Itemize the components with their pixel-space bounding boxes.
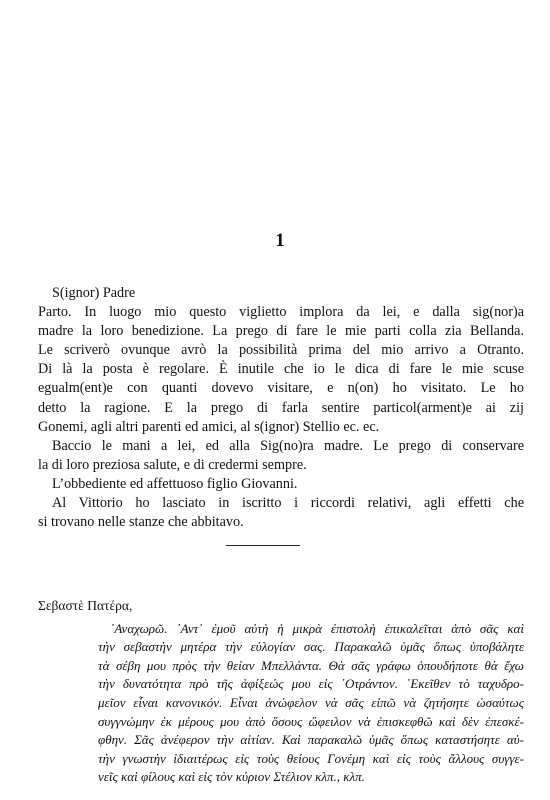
italian-line: Le scriverò ovunque avrò la possibilità prima del mio arrivo a Otranto.	[38, 342, 524, 359]
italian-line: detto la ragione. E la prego di farla sentire particol(arment)e ai zij	[38, 399, 524, 416]
italian-letter	[38, 284, 524, 532]
italian-line: madre la loro benedizione. La prego di fare le mie parti colla zia Bellanda.	[38, 323, 524, 340]
section-divider	[226, 545, 300, 546]
italian-line: si trovano nelle stanze che abbitavo.	[38, 514, 244, 531]
italian-line: Di là la posta è regolare. È inutile che io le dica di fare le mie scuse	[38, 361, 524, 378]
greek-line: φθην. Σᾶς ἀνέφερον τὴν αἰτίαν. Καὶ παρακαλῶ ὑμᾶς ὅπως καταστήσητε αὐ-	[98, 732, 524, 748]
greek-line: νεῖς καὶ φίλους καὶ εἰς τὸν κύριον Στέλιον κλπ., κλπ.	[98, 769, 365, 785]
italian-line: la di loro preziosa salute, e di credermi sempre.	[38, 456, 307, 473]
greek-line: τὴν σεβαστὴν μητέρα τὴν εὐλογίαν σας. Παρακαλῶ ὑμᾶς ὅπως ὑποβάλητε	[98, 639, 524, 655]
greek-line: συγγνώμην ἐκ μέρους μου ἀπὸ ὅσους ὤφειλον νὰ ἐπισκεφθῶ καὶ δὲν ἐπεσκέ-	[98, 713, 524, 729]
italian-line: Baccio le mani a lei, ed alla Sig(no)ra madre. Le prego di conservare	[52, 437, 524, 454]
italian-line: egualm(ent)e con quanti dovevo visitare, e n(on) ho visitato. Le ho	[38, 380, 524, 397]
greek-body	[38, 620, 524, 787]
greek-line: μεῖον εἶναι κανονικόν. Εἶναι ἀνώφελον νὰ σᾶς εἰπῶ νὰ ζητήσητε ὡσαύτως	[98, 694, 524, 710]
letter-number: 1	[275, 230, 285, 251]
italian-signature: L’obbediente ed affettuoso figlio Giovanni.	[52, 475, 298, 492]
italian-line: Parto. In luogo mio questo viglietto implora da lei, e dalla sig(nor)a	[38, 304, 524, 321]
italian-line: Al Vittorio ho lasciato in iscritto i riccordi relativi, agli effetti che	[52, 495, 524, 512]
greek-salutation: Σεβαστὲ Πατέρα,	[38, 598, 133, 613]
greek-line: τὰ σέβη μου πρὸς τὴν θείαν Μπελλάντα. Θὰ σᾶς γράφω ὁπουδήποτε θὰ ἔχω	[98, 657, 524, 673]
italian-salutation: S(ignor) Padre	[52, 285, 136, 301]
greek-line: τὴν γνωστὴν ἰδιαιτέρως εἰς τοὺς θείους Γονέμη καὶ εἰς τοὺς ἄλλους συγγε-	[98, 750, 524, 766]
greek-line: ᾿Αναχωρῶ. ᾿Αντ᾿ ἐμοῦ αὐτὴ ἡ μικρὰ ἐπιστολὴ ἐπικαλεῖται ἀπὸ σᾶς καὶ	[110, 620, 524, 636]
greek-translation	[38, 597, 524, 787]
greek-line: τὴν δυνατότητα πρὸ τῆς ἀφίξεώς μου εἰς ᾿Οτράντον. ᾿Εκεῖθεν τὸ ταχυδρο-	[98, 676, 524, 692]
italian-line: Gonemi, agli altri parenti ed amici, al s(ignor) Stellio ec. ec.	[38, 418, 380, 435]
